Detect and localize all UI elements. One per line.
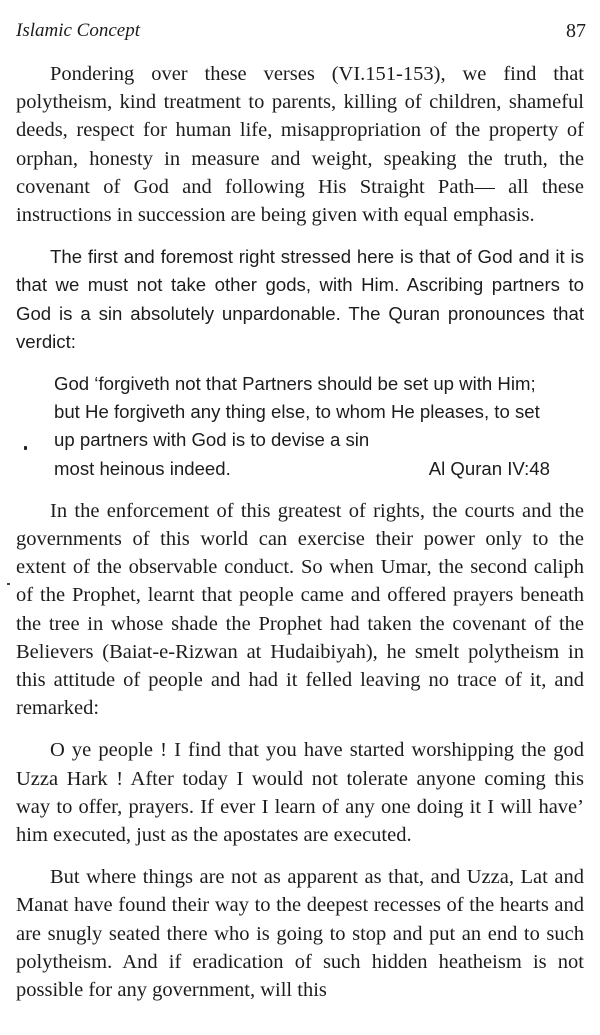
margin-mark (7, 583, 10, 585)
quotation-citation: Al Quran IV:48 (428, 457, 550, 479)
quotation-last-text: most heinous indeed. (54, 457, 231, 479)
paragraph-right-of-god: The first and foremost right stressed here is that of God and it is that we must not take other gods, with Him. Ascribing partners to God is a sin absolutely unpardonable. The Quran pronounces that verdict: (16, 246, 584, 352)
page-body (16, 60, 584, 1004)
quotation-last-line (54, 455, 550, 483)
quran-quotation (54, 370, 550, 483)
page-header (16, 20, 586, 46)
paragraph-umar-remark: O ye people ! I find that you have started worshipping the god Uzza Hark ! After today I would not tolerate anyone coming this way to offer, prayers. If ever I learn of any one doing it I will have’ him executed, just as the apostates are executed. (16, 739, 584, 847)
paragraph-hidden-polytheism: But where things are not as apparent as that, and Uzza, Lat and Manat have found their way to the deepest recesses of the hearts and are snugly seated there who is going to stop and put an end to such polytheism. And if eradication of such hidden heatheism is not possible for any government, will this (16, 866, 584, 1002)
paragraph-verses-reflection: Pondering over these verses (VI.151-153), we find that polytheism, kind treatment to parents, killing of children, shameful deeds, respect for human life, misappropriation of the property of orphan, honesty in measure and weight, speaking the truth, the covenant of God and following His Straight Path— all these instructions in succession are being given with equal emphasis. (16, 63, 584, 227)
running-head: Islamic Concept (16, 20, 141, 41)
quotation-text: God ‘forgiveth not that Partners should be set up with Him; but He forgiveth any thing else, to whom He pleases, to set up partners with God is to devise a sin (54, 373, 540, 451)
paragraph-enforcement: In the enforcement of this greatest of rights, the courts and the governments of this world can exercise their power only to the extent of the observable conduct. So when Umar, the second caliph of the Prophet, learnt that people came and offered prayers beneath the tree in whose shade the Prophet had taken the covenant of the Believers (Baiat-e-Rizwan at Hudaibiyah), he smelt polytheism in this attitude of people and had it felled leaving no trace of it, and remarked: (16, 499, 584, 720)
page-number: 87 (566, 20, 586, 42)
